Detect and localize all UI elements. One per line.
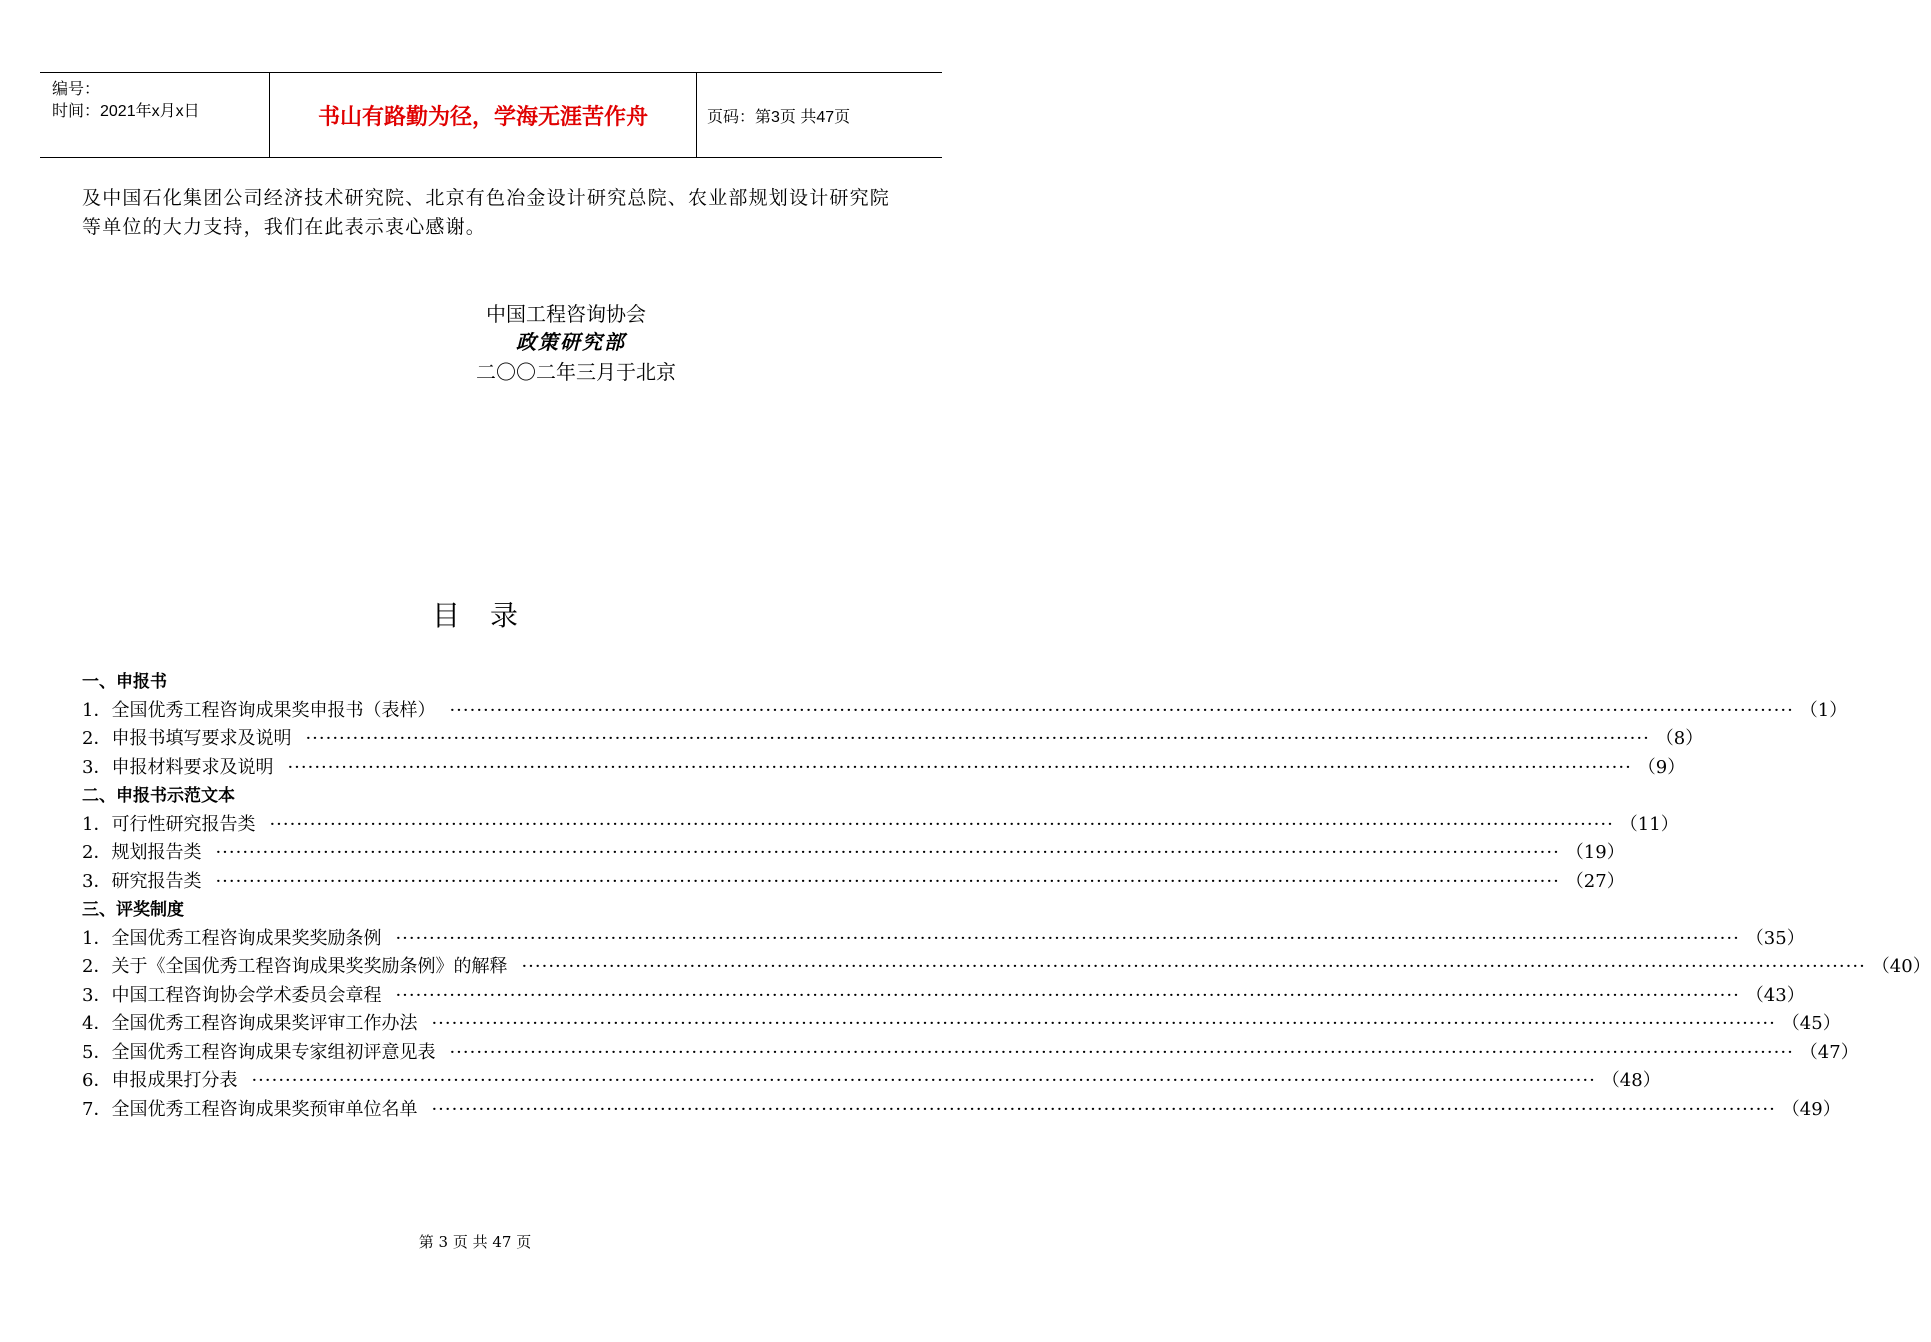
toc-item-title: 申报成果打分表 (111, 1070, 238, 1091)
toc-leader-dots: ········································································································································································································ (521, 956, 1866, 977)
toc-item-title: 申报书填写要求及说明 (111, 728, 292, 749)
toc-item[interactable] (82, 725, 1704, 754)
toc-item-page: （35） (1745, 927, 1805, 949)
toc-item[interactable] (82, 839, 1625, 868)
toc-item-page: （11） (1619, 813, 1679, 835)
toc-item[interactable] (82, 982, 1805, 1011)
toc-item-page: （27） (1565, 870, 1625, 892)
toc-leader-dots: ········································································································································································································ (251, 1070, 1596, 1091)
toc-item-page: （45） (1781, 1013, 1841, 1034)
toc-item-number: 5． (82, 1041, 112, 1063)
toc-section-heading: 三、评奖制度 (82, 900, 184, 920)
toc-item[interactable] (82, 1010, 1841, 1039)
toc-item[interactable] (82, 925, 1805, 954)
toc-item-number: 2． (82, 728, 112, 749)
toc-item-number: 6． (82, 1070, 112, 1091)
toc-leader-dots: ········································································································································································································ (287, 756, 1632, 778)
toc-item-number: 3． (82, 756, 112, 778)
acknowledgement-paragraph: 及中国石化集团公司经济技术研究院、北京有色冶金设计研究总院、农业部规划设计研究院等单位的大力支持，我们在此表示衷心感谢。 (82, 187, 891, 238)
header-motto: 书山有路勤为径，学海无涯苦作舟 (270, 73, 697, 157)
toc-item-number: 2． (82, 842, 112, 863)
toc-item-page: （19） (1565, 842, 1625, 863)
signature-org: 中国工程咨询协会 (486, 302, 646, 326)
page-header (40, 72, 942, 158)
toc-item-page: （43） (1745, 984, 1805, 1006)
toc-leader-dots: ········································································································································································································ (215, 870, 1560, 892)
toc-item-page: （48） (1601, 1070, 1661, 1091)
time-label: 时间：2021年x月x日 (52, 103, 200, 120)
table-of-contents (82, 668, 1931, 1124)
toc-item[interactable] (82, 697, 1848, 726)
signature-date: 二〇〇二年三月于北京 (476, 360, 676, 384)
toc-item-page: （40） (1871, 956, 1931, 977)
toc-item-number: 1． (82, 813, 112, 835)
toc-item-page: （1） (1799, 699, 1848, 721)
toc-item-title: 申报材料要求及说明 (111, 756, 274, 778)
toc-item[interactable] (82, 811, 1679, 840)
toc-item-title: 全国优秀工程咨询成果奖奖励条例 (111, 927, 382, 949)
toc-item-number: 1． (82, 927, 112, 949)
toc-item-title: 中国工程咨询协会学术委员会章程 (111, 984, 382, 1006)
toc-item-page: （9） (1637, 756, 1686, 778)
toc-item-title: 全国优秀工程咨询成果专家组初评意见表 (111, 1041, 436, 1063)
toc-item-title: 全国优秀工程咨询成果奖评审工作办法 (111, 1013, 418, 1034)
toc-leader-dots: ········································································································································································································ (395, 984, 1740, 1006)
toc-item-title: 全国优秀工程咨询成果奖申报书（表样） (111, 699, 436, 721)
toc-item-number: 2． (82, 956, 112, 977)
header-meta (40, 73, 270, 157)
toc-item-page: （8） (1655, 728, 1704, 749)
toc-item-title: 关于《全国优秀工程咨询成果奖奖励条例》的解释 (111, 956, 508, 977)
header-page-label: 页码：第3页 共47页 (707, 108, 851, 126)
toc-leader-dots: ········································································································································································································ (305, 728, 1650, 749)
toc-item[interactable] (82, 953, 1931, 982)
toc-item[interactable] (82, 1096, 1841, 1125)
toc-section-heading: 一、申报书 (82, 672, 167, 692)
toc-item[interactable] (82, 1039, 1859, 1068)
toc-leader-dots: ········································································································································································································ (449, 699, 1794, 721)
page-footer: 第 3 页 共 47 页 (418, 1233, 532, 1251)
toc-item-number: 7． (82, 1098, 112, 1120)
toc-leader-dots: ········································································································································································································ (431, 1098, 1776, 1120)
toc-leader-dots: ········································································································································································································ (215, 842, 1560, 863)
toc-item[interactable] (82, 868, 1625, 897)
toc-item-number: 3． (82, 984, 112, 1006)
toc-item-number: 4． (82, 1013, 112, 1034)
toc-item-title: 研究报告类 (111, 870, 202, 892)
toc-leader-dots: ········································································································································································································ (449, 1041, 1794, 1063)
toc-item-title: 全国优秀工程咨询成果奖预审单位名单 (111, 1098, 418, 1120)
toc-item-title: 规划报告类 (111, 842, 202, 863)
toc-leader-dots: ········································································································································································································ (431, 1013, 1776, 1034)
toc-item[interactable] (82, 1067, 1661, 1096)
toc-leader-dots: ········································································································································································································ (395, 927, 1740, 949)
toc-item-number: 1． (82, 699, 112, 721)
toc-item[interactable] (82, 754, 1686, 783)
number-label: 编号： (52, 81, 101, 98)
toc-item-page: （49） (1781, 1098, 1841, 1120)
toc-title: 目录 (431, 599, 548, 632)
toc-item-page: （47） (1799, 1041, 1859, 1063)
toc-leader-dots: ········································································································································································································ (269, 813, 1614, 835)
toc-section-heading: 二、申报书示范文本 (82, 786, 235, 806)
signature-dept: 政策研究部 (516, 330, 626, 354)
toc-item-number: 3． (82, 870, 112, 892)
toc-item-title: 可行性研究报告类 (111, 813, 256, 835)
